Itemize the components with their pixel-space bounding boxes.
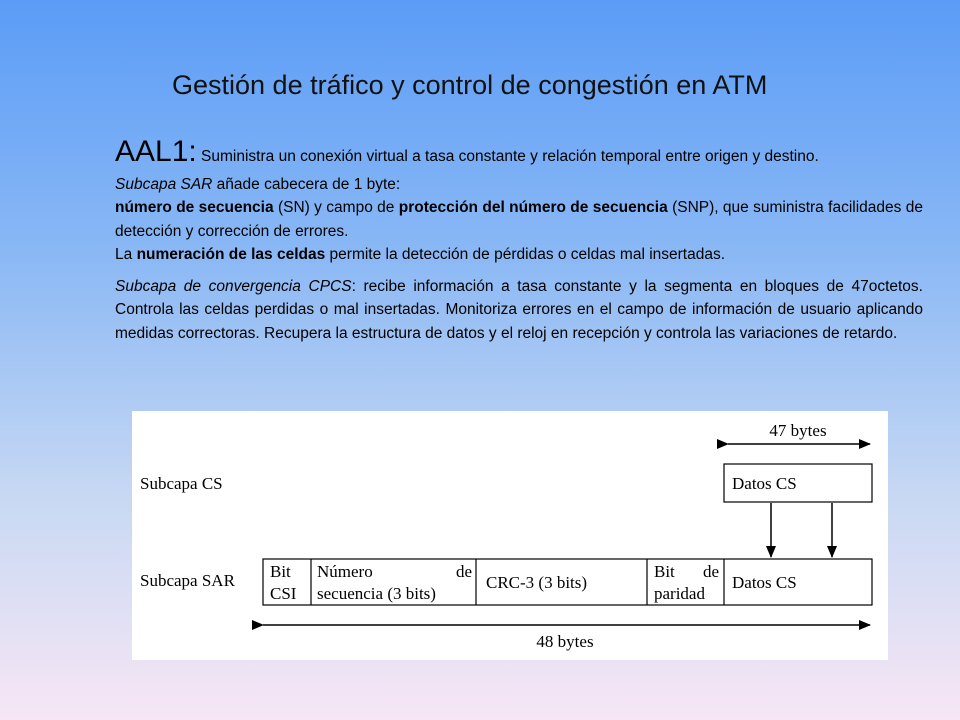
cs-data-box-label: Datos CS	[732, 474, 797, 493]
sn-rest: (SN) y campo de	[273, 199, 399, 216]
aal1-description: Suministra un conexión virtual a tasa constante y relación temporal entre origen y destino.	[201, 148, 819, 165]
cpcs-heading-italic: Subcapa de convergencia CPCS	[115, 277, 352, 295]
sar-paragraph	[115, 173, 923, 267]
cs-bytes-label: 47 bytes	[769, 421, 827, 440]
sar-heading-rest: añade cabecera de 1 byte:	[212, 175, 401, 193]
sn-bold: número de secuencia	[115, 199, 274, 216]
sar-heading	[115, 173, 923, 197]
sar-field-data: Datos CS	[732, 573, 797, 592]
num-rest: permite la detección de pérdidas o celdas mal insertadas.	[325, 246, 726, 263]
aal1-line	[115, 135, 923, 169]
num-pre: La	[115, 246, 137, 263]
snp-rest: (SNP), que suministra facilidades de detección y corrección de errores.	[115, 199, 923, 240]
snp-bold: protección del número de secuencia	[398, 199, 668, 216]
aal1-diagram-svg	[132, 411, 888, 660]
sar-field-parity-line2: paridad	[654, 584, 705, 603]
num-bold: numeración de las celdas	[136, 246, 326, 263]
sar-numbering-line	[115, 243, 923, 267]
sar-heading-italic: Subcapa SAR	[115, 175, 213, 193]
cs-layer-label: Subcapa CS	[140, 474, 223, 493]
sar-sn-line	[115, 196, 923, 243]
sar-layer-label: Subcapa SAR	[140, 571, 235, 590]
sar-field-bit-csi-line2: CSI	[270, 584, 297, 603]
sar-field-seq-line2: secuencia (3 bits)	[317, 584, 436, 603]
aal1-diagram	[132, 411, 888, 660]
sar-bytes-label: 48 bytes	[536, 632, 594, 651]
sar-field-seq-de: de	[455, 562, 472, 581]
cpcs-text: : recibe información a tasa constante y la segmenta en bloques de 47octetos. Controla las celdas perdidas o mal insertadas. Monitoriza errores en el campo de información de usuario aplicando medidas correctoras. Recupera la estructura de datos y el reloj en recepción y controla las variaciones de retardo.	[115, 277, 923, 342]
sar-field-parity-de: de	[702, 562, 719, 581]
aal1-label: AAL1:	[115, 135, 197, 168]
cpcs-paragraph	[115, 275, 923, 346]
slide-title: Gestión de tráfico y control de congestión en ATM	[172, 70, 768, 100]
sar-field-bit-csi-line1: Bit	[270, 562, 291, 581]
cpcs-text-line	[115, 275, 923, 346]
sar-field-seq-line1: Número	[317, 562, 373, 581]
content-text	[115, 135, 923, 345]
sar-field-parity-line1: Bit	[654, 562, 675, 581]
sar-field-crc: CRC-3 (3 bits)	[486, 573, 588, 592]
